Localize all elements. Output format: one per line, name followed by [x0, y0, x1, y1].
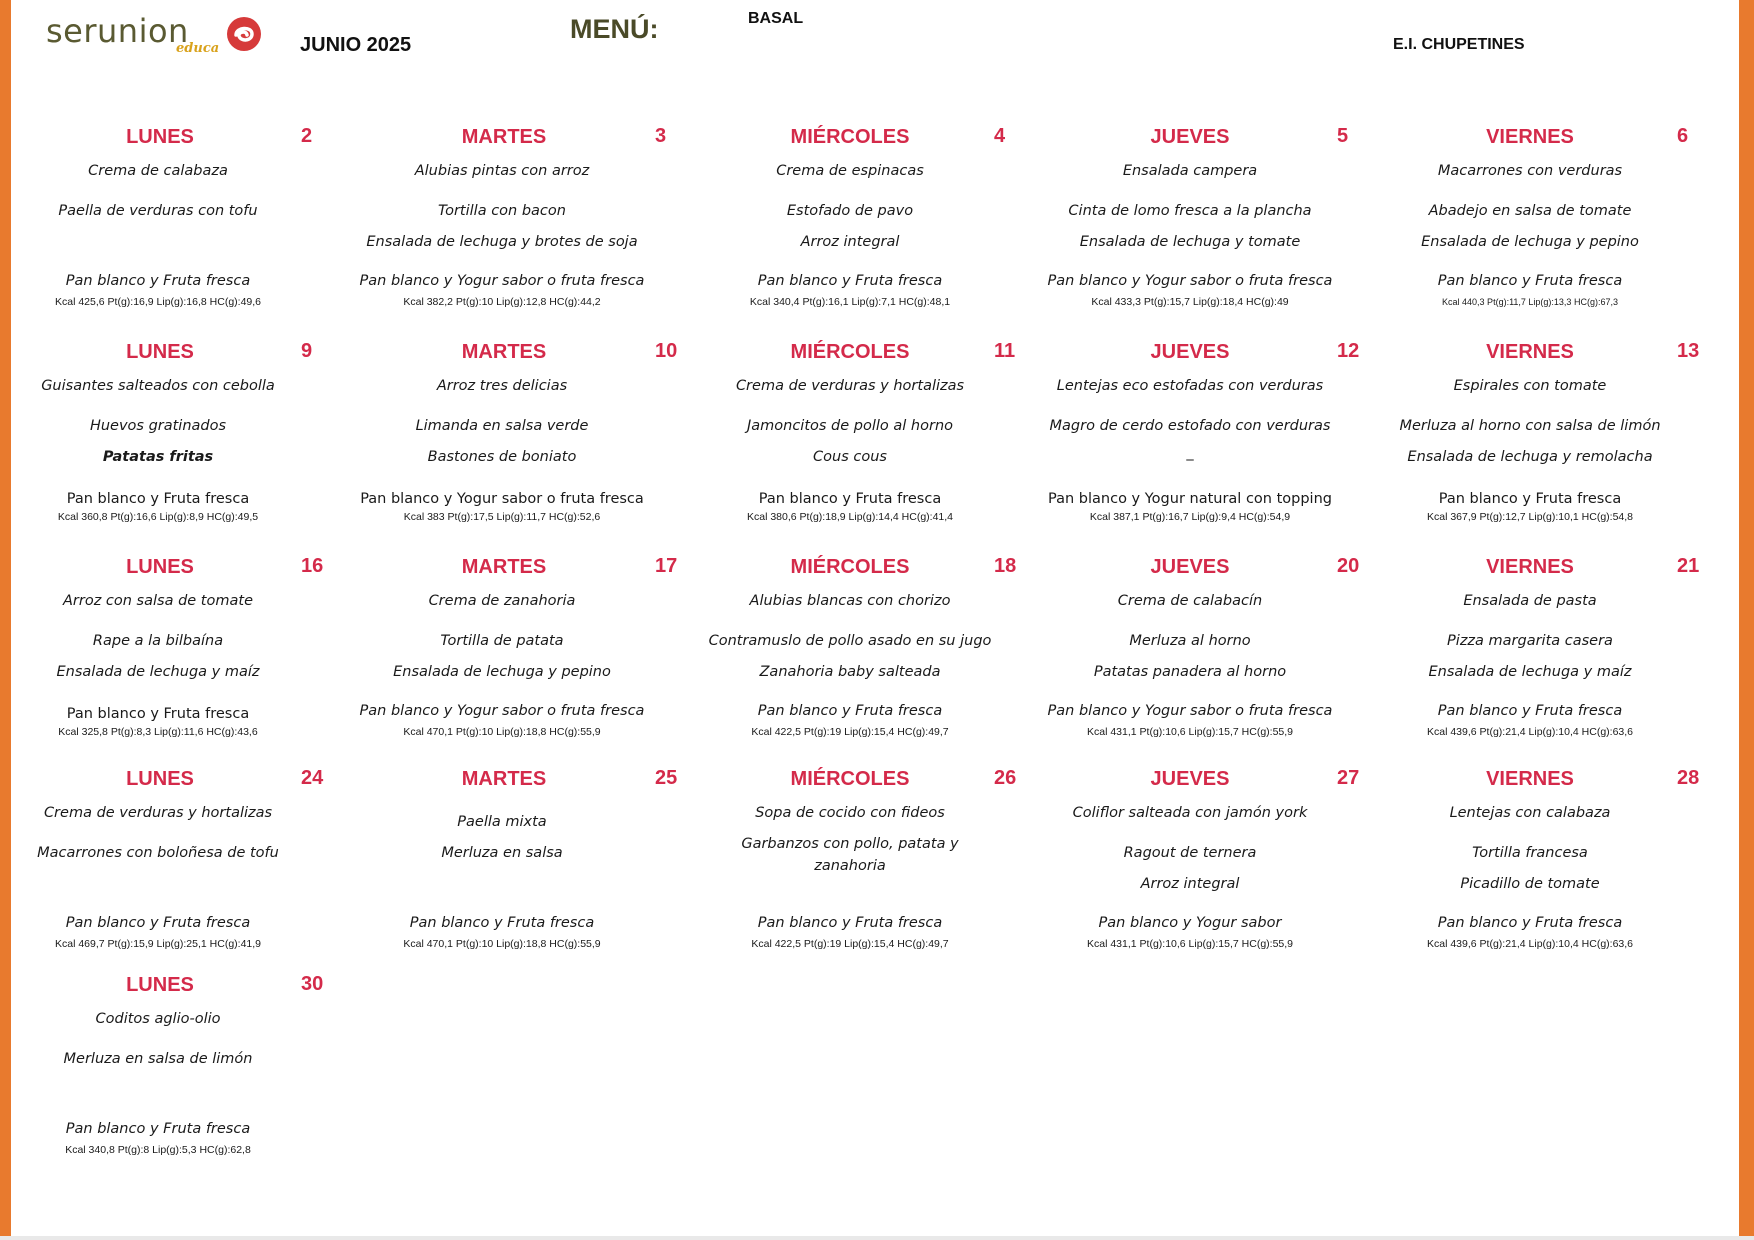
first-course: Lentejas con calabaza — [1449, 805, 1611, 821]
second-course: Paella de verduras con tofu — [58, 203, 258, 219]
month-title: JUNIO 2025 — [300, 34, 412, 56]
side-dish: Bastones de boniato — [427, 449, 577, 465]
first-course: Ensalada de pasta — [1463, 593, 1597, 609]
day-number: 11 — [994, 340, 1016, 362]
side-dish: _ — [1186, 445, 1194, 461]
first-course: Ensalada campera — [1122, 163, 1258, 179]
side-dish: Picadillo de tomate — [1460, 876, 1600, 892]
nutrition-info: Kcal 433,3 Pt(g):15,7 Lip(g):18,4 HC(g):49 — [1091, 296, 1289, 308]
dessert: Pan blanco y Fruta fresca — [66, 706, 250, 722]
dessert: Pan blanco y Yogur sabor o fruta fresca — [359, 273, 645, 289]
second-course: Merluza en salsa — [441, 845, 563, 861]
side-dish: Ensalada de lechuga y brotes de soja — [366, 234, 638, 250]
side-dish: Ensalada de lechuga y tomate — [1079, 234, 1301, 250]
first-course: Crema de verduras y hortalizas — [43, 805, 273, 821]
second-course: Tortilla de patata — [440, 633, 564, 649]
nutrition-info: Kcal 469,7 Pt(g):15,9 Lip(g):25,1 HC(g):41,9 — [54, 938, 262, 950]
day-number: 10 — [655, 340, 678, 362]
dessert: Pan blanco y Yogur sabor o fruta fresca — [359, 703, 645, 719]
day-cell-4 — [685, 125, 1015, 308]
day-cell-12 — [1025, 340, 1360, 523]
dessert: Pan blanco y Fruta fresca — [409, 915, 595, 931]
first-course: Crema de zanahoria — [428, 593, 576, 609]
side-dish: Ensalada de lechuga y maíz — [1428, 664, 1632, 680]
dessert: Pan blanco y Fruta fresca — [1438, 491, 1622, 507]
nutrition-info: Kcal 380,6 Pt(g):18,9 Lip(g):14,4 HC(g):41,4 — [746, 511, 954, 523]
day-name: JUEVES — [1150, 768, 1230, 790]
day-name: LUNES — [126, 341, 194, 363]
logo-sub: educa — [176, 41, 220, 56]
first-course: Crema de calabacín — [1117, 593, 1263, 609]
side-dish: Patatas fritas — [102, 449, 214, 465]
nutrition-info: Kcal 470,1 Pt(g):10 Lip(g):18,8 HC(g):55,9 — [403, 938, 601, 950]
day-number: 6 — [1677, 125, 1689, 147]
day-cell-24 — [0, 767, 330, 950]
day-name: LUNES — [126, 974, 194, 996]
day-cell-2 — [0, 125, 330, 308]
day-number: 3 — [655, 125, 667, 147]
nutrition-info: Kcal 387,1 Pt(g):16,7 Lip(g):9,4 HC(g):54,9 — [1089, 511, 1291, 523]
nutrition-info: Kcal 439,6 Pt(g):21,4 Lip(g):10,4 HC(g):63,6 — [1426, 726, 1634, 738]
second-course: Jamoncitos de pollo al horno — [746, 418, 954, 434]
day-number: 20 — [1337, 555, 1360, 577]
first-course: Guisantes salteados con cebolla — [41, 378, 275, 394]
second-course: Magro de cerdo estofado con verduras — [1049, 418, 1331, 434]
school-name: E.I. CHUPETINES — [1393, 36, 1525, 53]
day-cell-11 — [685, 340, 1016, 523]
day-name: JUEVES — [1150, 341, 1230, 363]
page-border-right — [1739, 0, 1754, 1240]
day-name: VIERNES — [1486, 556, 1574, 578]
nutrition-info: Kcal 382,2 Pt(g):10 Lip(g):12,8 HC(g):44,2 — [403, 296, 601, 308]
nutrition-info: Kcal 367,9 Pt(g):12,7 Lip(g):10,1 HC(g):54,8 — [1426, 511, 1634, 523]
side-dish: Patatas panadera al horno — [1093, 664, 1287, 680]
day-number: 25 — [655, 767, 678, 789]
day-name: MARTES — [461, 341, 547, 363]
dessert: Pan blanco y Yogur sabor o fruta fresca — [1047, 703, 1333, 719]
second-course: Tortilla francesa — [1472, 845, 1588, 861]
nutrition-info: Kcal 422,5 Pt(g):19 Lip(g):15,4 HC(g):49,7 — [751, 938, 949, 950]
second-course: Abadejo en salsa de tomate — [1428, 203, 1632, 219]
dessert: Pan blanco y Fruta fresca — [757, 273, 943, 289]
second-course: Contramuslo de pollo asado en su jugo — [708, 633, 992, 649]
second-course: Estofado de pavo — [786, 203, 914, 219]
day-name: VIERNES — [1486, 341, 1574, 363]
day-name: LUNES — [126, 768, 194, 790]
side-dish: Ensalada de lechuga y pepino — [1421, 234, 1639, 250]
day-number: 16 — [301, 555, 324, 577]
diet-type: BASAL — [748, 10, 804, 27]
logo-swirl-icon — [224, 14, 264, 54]
day-cell-25 — [344, 767, 678, 950]
second-course: Pizza margarita casera — [1447, 633, 1613, 649]
second-course: Huevos gratinados — [89, 418, 227, 434]
day-name: MARTES — [461, 768, 547, 790]
side-dish: Ensalada de lechuga y remolacha — [1407, 449, 1653, 465]
day-cell-16 — [0, 555, 330, 738]
dessert: Pan blanco y Yogur natural con topping — [1048, 491, 1332, 507]
second-course: Ragout de ternera — [1123, 845, 1257, 861]
day-cell-26 — [685, 767, 1017, 950]
day-cell-9 — [0, 340, 330, 523]
day-cell-27 — [1025, 767, 1360, 950]
day-name: MARTES — [461, 556, 547, 578]
day-number: 28 — [1677, 767, 1700, 789]
dessert: Pan blanco y Fruta fresca — [757, 915, 943, 931]
second-course: Tortilla con bacon — [438, 203, 566, 219]
day-number: 4 — [994, 125, 1006, 147]
second-course: Garbanzos con pollo, patata y zanahoria — [741, 836, 959, 874]
day-number: 12 — [1337, 340, 1360, 362]
dessert: Pan blanco y Fruta fresca — [1437, 703, 1623, 719]
day-number: 18 — [994, 555, 1017, 577]
day-cell-17 — [344, 555, 678, 738]
second-course: Merluza al horno — [1129, 633, 1251, 649]
day-name: VIERNES — [1486, 768, 1574, 790]
dessert: Pan blanco y Fruta fresca — [1437, 915, 1623, 931]
second-course: Cinta de lomo fresca a la plancha — [1068, 203, 1312, 219]
day-cell-30 — [0, 973, 330, 1156]
day-number: 30 — [301, 973, 324, 995]
day-name: JUEVES — [1150, 126, 1230, 148]
nutrition-info: Kcal 431,1 Pt(g):10,6 Lip(g):15,7 HC(g):55,9 — [1086, 726, 1294, 738]
nutrition-info: Kcal 439,6 Pt(g):21,4 Lip(g):10,4 HC(g):63,6 — [1426, 938, 1634, 950]
side-dish: Ensalada de lechuga y maíz — [56, 664, 260, 680]
serunion-logo — [46, 12, 266, 58]
dessert: Pan blanco y Fruta fresca — [757, 703, 943, 719]
nutrition-info: Kcal 440,3 Pt(g):11,7 Lip(g):13,3 HC(g):67,3 — [1442, 297, 1618, 307]
day-number: 5 — [1337, 125, 1349, 147]
day-cell-20 — [1025, 555, 1360, 738]
nutrition-info: Kcal 340,4 Pt(g):16,1 Lip(g):7,1 HC(g):48,1 — [749, 296, 951, 308]
logo-brand: serunion — [46, 12, 189, 50]
first-course: Crema de verduras y hortalizas — [735, 378, 965, 394]
day-cell-21 — [1365, 555, 1700, 738]
side-dish: Arroz integral — [800, 234, 900, 250]
day-cell-13 — [1365, 340, 1700, 523]
first-course: Coditos aglio-olio — [95, 1011, 221, 1027]
day-cell-18 — [685, 555, 1017, 738]
day-name: MIÉRCOLES — [790, 556, 910, 578]
dessert: Pan blanco y Yogur sabor — [1098, 915, 1282, 931]
menu-label: MENÚ: — [570, 14, 659, 44]
first-course: Alubias pintas con arroz — [414, 163, 590, 179]
dessert: Pan blanco y Fruta fresca — [65, 1121, 251, 1137]
side-dish: Zanahoria baby salteada — [759, 664, 941, 680]
first-course: Coliflor salteada con jamón york — [1072, 805, 1308, 821]
day-number: 21 — [1677, 555, 1700, 577]
day-number: 13 — [1677, 340, 1700, 362]
day-name: MARTES — [461, 126, 547, 148]
nutrition-info: Kcal 325,8 Pt(g):8,3 Lip(g):11,6 HC(g):43,6 — [58, 726, 258, 738]
day-name: VIERNES — [1486, 126, 1574, 148]
side-dish: Arroz integral — [1140, 876, 1240, 892]
first-course: Espirales con tomate — [1453, 378, 1607, 394]
first-course: Arroz tres delicias — [436, 378, 568, 394]
dessert: Pan blanco y Fruta fresca — [1437, 273, 1623, 289]
first-course: Alubias blancas con chorizo — [749, 593, 951, 609]
day-number: 17 — [655, 555, 678, 577]
first-course: Lentejas eco estofadas con verduras — [1056, 378, 1324, 394]
dessert: Pan blanco y Yogur sabor o fruta fresca — [1047, 273, 1333, 289]
first-course: Sopa de cocido con fideos — [755, 805, 945, 821]
day-name: MIÉRCOLES — [790, 126, 910, 148]
nutrition-info: Kcal 422,5 Pt(g):19 Lip(g):15,4 HC(g):49,7 — [751, 726, 949, 738]
day-cell-5 — [1025, 125, 1355, 308]
page-border-bottom — [0, 1236, 1754, 1240]
first-course: Crema de calabaza — [88, 163, 228, 179]
nutrition-info: Kcal 383 Pt(g):17,5 Lip(g):11,7 HC(g):52,6 — [403, 511, 601, 523]
first-course: Crema de espinacas — [776, 163, 924, 179]
day-number: 9 — [301, 340, 313, 362]
nutrition-info: Kcal 470,1 Pt(g):10 Lip(g):18,8 HC(g):55,9 — [403, 726, 601, 738]
second-course: Merluza al horno con salsa de limón — [1399, 418, 1661, 434]
side-dish: Cous cous — [813, 449, 887, 465]
dessert: Pan blanco y Fruta fresca — [66, 491, 250, 507]
second-course: Limanda en salsa verde — [415, 418, 589, 434]
dessert: Pan blanco y Fruta fresca — [65, 273, 251, 289]
day-name: LUNES — [126, 556, 194, 578]
day-cell-3 — [344, 125, 674, 308]
day-name: MIÉRCOLES — [790, 768, 910, 790]
dessert: Pan blanco y Yogur sabor o fruta fresca — [360, 491, 644, 507]
day-number: 24 — [301, 767, 324, 789]
nutrition-info: Kcal 360,8 Pt(g):16,6 Lip(g):8,9 HC(g):49,5 — [57, 511, 259, 523]
second-course: Merluza en salsa de limón — [63, 1051, 253, 1067]
day-cell-10 — [344, 340, 678, 523]
nutrition-info: Kcal 425,6 Pt(g):16,9 Lip(g):16,8 HC(g):49,6 — [54, 296, 262, 308]
day-number: 26 — [994, 767, 1017, 789]
day-name: LUNES — [126, 126, 194, 148]
second-course: Macarrones con boloñesa de tofu — [37, 845, 279, 861]
day-cell-6 — [1365, 125, 1695, 307]
day-name: JUEVES — [1150, 556, 1230, 578]
dessert: Pan blanco y Fruta fresca — [65, 915, 251, 931]
second-course: Rape a la bilbaína — [92, 633, 224, 649]
first-course: Paella mixta — [457, 814, 547, 830]
first-course: Macarrones con verduras — [1437, 163, 1623, 179]
day-name: MIÉRCOLES — [790, 341, 910, 363]
dessert: Pan blanco y Fruta fresca — [758, 491, 942, 507]
side-dish: Ensalada de lechuga y pepino — [393, 664, 611, 680]
nutrition-info: Kcal 340,8 Pt(g):8 Lip(g):5,3 HC(g):62,8 — [65, 1144, 251, 1156]
day-number: 27 — [1337, 767, 1360, 789]
day-number: 2 — [301, 125, 313, 147]
day-cell-28 — [1365, 767, 1700, 950]
first-course: Arroz con salsa de tomate — [62, 593, 253, 609]
nutrition-info: Kcal 431,1 Pt(g):10,6 Lip(g):15,7 HC(g):55,9 — [1086, 938, 1294, 950]
